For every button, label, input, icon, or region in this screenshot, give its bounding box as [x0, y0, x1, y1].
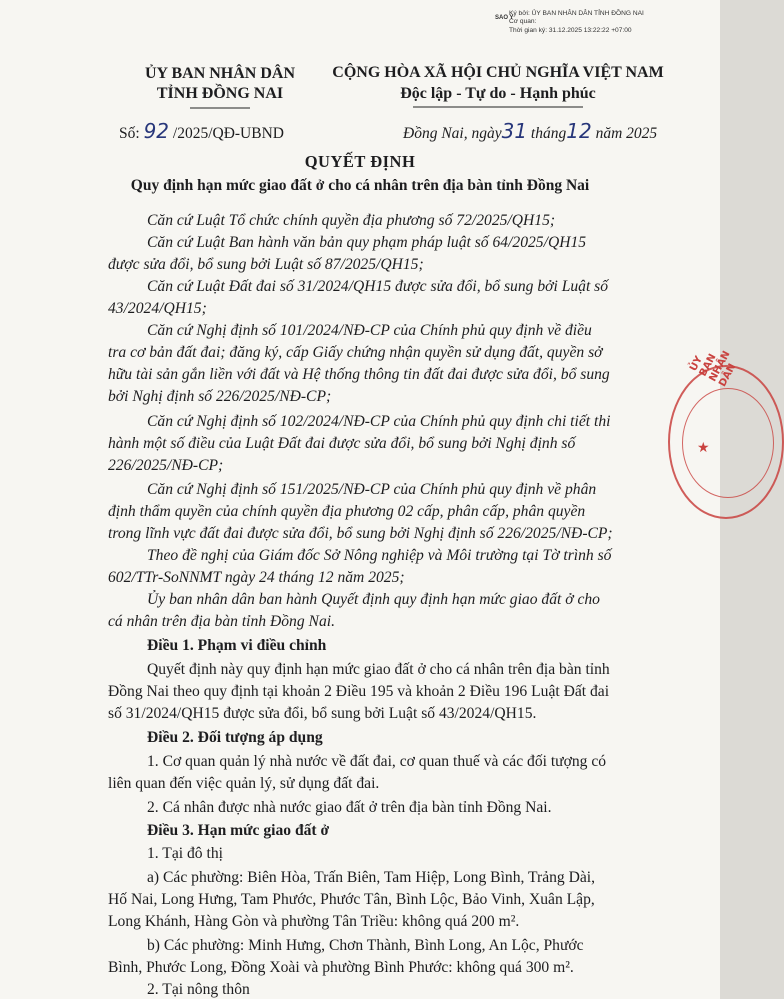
body-line: Đồng Nai theo quy định tại khoản 2 Điều 195 và khoản 2 Điều 196 Luật Đất đai	[108, 683, 610, 700]
body-line: Theo đề nghị của Giám đốc Sở Nông nghiệp và Môi trường tại Tờ trình số	[147, 547, 612, 564]
body-line: được sửa đổi, bổ sung bởi Luật số 87/2025/QH15;	[108, 256, 424, 273]
doc-number-prefix: Số:	[119, 125, 144, 142]
digital-signature-block	[495, 10, 714, 35]
body-line: 1. Cơ quan quản lý nhà nước về đất đai, cơ quan thuế và các đối tượng có	[147, 753, 607, 770]
body-line: Ủy ban nhân dân ban hành Quyết định quy định hạn mức giao đất ở cho	[147, 591, 600, 608]
body-line: 226/2025/NĐ-CP;	[108, 457, 224, 474]
body-line: cá nhân trên địa bàn tỉnh Đồng Nai.	[108, 613, 335, 630]
body-line: b) Các phường: Minh Hưng, Chơn Thành, Bình Long, An Lộc, Phước	[147, 937, 584, 954]
document-number	[119, 119, 284, 143]
body-line: 2. Tại nông thôn	[147, 981, 250, 998]
body-line: số 31/2024/QH15 được sửa đổi, bổ sung bởi Luật số 43/2024/QH15.	[108, 705, 537, 722]
nation-line-1: CỘNG HÒA XÃ HỘI CHỦ NGHĨA VIỆT NAM	[332, 64, 664, 81]
date-part-3: năm 2025	[591, 125, 658, 142]
body-line: Bình, Phước Long, Đồng Xoài và phường Bình Phước: không quá 300 m².	[108, 959, 574, 976]
date-month-handwritten: 12	[566, 119, 592, 143]
body-line: định thẩm quyền của chính quyền địa phương 02 cấp, phân cấp, phân quyền	[108, 503, 586, 520]
org-line-2: TỈNH ĐỒNG NAI	[156, 85, 284, 102]
article-1-heading: Điều 1. Phạm vi điều chỉnh	[147, 637, 327, 654]
red-seal-text: ỦY BAN NHÂN DÂN	[688, 349, 739, 389]
document-date	[403, 119, 657, 143]
article-2-heading: Điều 2. Đối tượng áp dụng	[147, 729, 323, 746]
body-line: Căn cứ Nghị định số 151/2025/NĐ-CP của Chính phủ quy định về phân	[147, 481, 597, 498]
red-seal-inner	[682, 388, 774, 498]
body-line: 1. Tại đô thị	[147, 845, 223, 862]
body-line: liên quan đến việc quản lý, sử dụng đất đai.	[108, 775, 380, 792]
date-part-1: Đồng Nai, ngày	[403, 125, 502, 142]
signature-agency: Cơ quan:	[509, 18, 537, 26]
date-part-2: tháng	[527, 125, 567, 142]
issuing-authority	[120, 64, 320, 110]
body-line: bởi Nghị định số 226/2025/NĐ-CP;	[108, 388, 332, 405]
signature-time: Thời gian ký: 31.12.2025 13:22:22 +07:00	[509, 26, 632, 34]
doc-number-suffix: /2025/QĐ-UBND	[169, 125, 284, 142]
body-line: 2. Cá nhân được nhà nước giao đất ở trên địa bàn tỉnh Đồng Nai.	[147, 799, 552, 816]
body-line: Căn cứ Luật Tổ chức chính quyền địa phương số 72/2025/QH15;	[147, 212, 556, 229]
body-line: trong lĩnh vực đất đai được sửa đổi, bổ sung bởi Nghị định số 226/2025/NĐ-CP;	[108, 525, 613, 542]
signature-signer: Ký bởi: ỦY BAN NHÂN DÂN TỈNH ĐỒNG NAI	[509, 10, 644, 17]
national-motto	[318, 62, 678, 109]
doc-number-handwritten: 92	[143, 119, 170, 143]
body-line: 602/TTr-SoNNMT ngày 24 tháng 12 năm 2025;	[108, 569, 405, 586]
body-line: a) Các phường: Biên Hòa, Trấn Biên, Tam Hiệp, Long Bình, Trảng Dài,	[147, 869, 596, 886]
body-line: Căn cứ Nghị định số 101/2024/NĐ-CP của Chính phủ quy định về điều	[147, 322, 592, 339]
date-day-handwritten: 31	[501, 119, 528, 143]
document-title: QUYẾT ĐỊNH	[304, 152, 416, 171]
body-line: Long Khánh, Hàng Gòn và phường Tân Triều: không quá 200 m².	[108, 913, 520, 930]
seal-star-icon: ★	[697, 441, 710, 456]
body-line: Căn cứ Luật Ban hành văn bản quy phạm pháp luật số 64/2025/QH15	[147, 234, 587, 251]
body-line: 43/2024/QH15;	[108, 300, 207, 317]
org-underline	[190, 106, 250, 110]
copy-mark: SAO Y	[495, 15, 514, 21]
body-line: hành một số điều của Luật Đất đai được sửa đổi, bổ sung bởi Nghị định số	[108, 435, 576, 452]
document-subtitle: Quy định hạn mức giao đất ở cho cá nhân trên địa bàn tỉnh Đồng Nai	[130, 177, 590, 194]
motto-underline	[413, 105, 583, 109]
nation-line-2: Độc lập - Tự do - Hạnh phúc	[400, 85, 596, 102]
article-3-heading: Điều 3. Hạn mức giao đất ở	[147, 822, 330, 839]
body-line: tra cơ bản đất đai; đăng ký, cấp Giấy chứng nhận quyền sử dụng đất, quyền sở	[108, 344, 603, 361]
body-line: Quyết định này quy định hạn mức giao đất ở cho cá nhân trên địa bàn tỉnh	[147, 661, 610, 678]
org-line-1: ỦY BAN NHÂN DÂN	[144, 65, 296, 82]
body-line: Hố Nai, Long Hưng, Tam Phước, Phước Tân, Bình Lộc, Bảo Vinh, Xuân Lập,	[108, 891, 595, 908]
body-line: hữu tài sản gắn liền với đất và Hệ thống thông tin đất đai được sửa đổi, bổ sung	[108, 366, 610, 383]
body-line: Căn cứ Luật Đất đai số 31/2024/QH15 được sửa đổi, bổ sung bởi Luật số	[147, 278, 609, 295]
body-line: Căn cứ Nghị định số 102/2024/NĐ-CP của Chính phủ quy định chi tiết thi	[147, 413, 611, 430]
